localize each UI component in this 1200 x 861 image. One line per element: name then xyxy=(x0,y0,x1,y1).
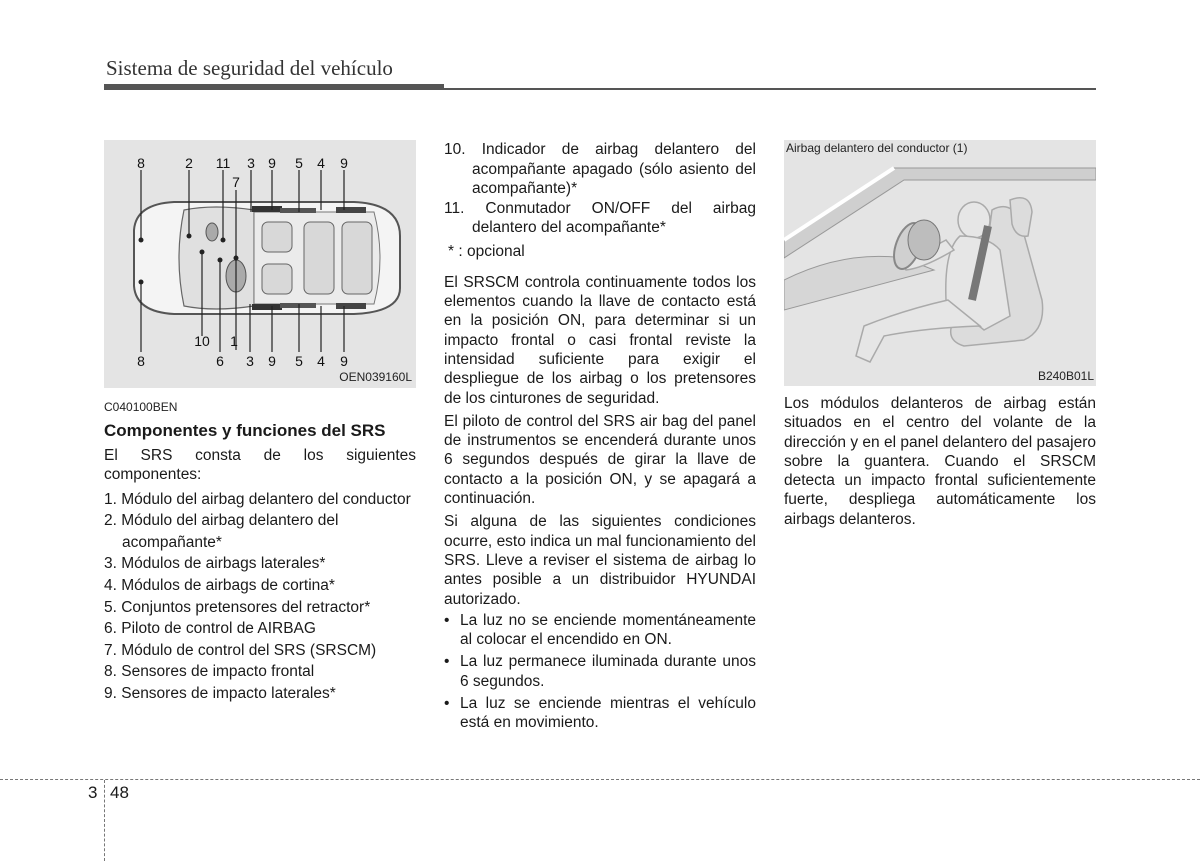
footer-vertical-divider xyxy=(104,780,105,861)
srs-components-figure xyxy=(104,140,416,388)
figure-code: B240B01L xyxy=(1037,369,1094,383)
conditions-paragraph: Si alguna de las siguientes condiciones ocurre, esto indica un mal funcionamiento del SRS. Lleve a reviser el sistema de airbag lo antes posible a un distribuidor HYUNDAI autorizado. xyxy=(444,513,756,608)
list-item: • La luz no se enciende momentáneamente al colocar el encendido en ON. xyxy=(444,611,756,649)
list-item: 3. Módulos de airbags laterales* xyxy=(104,555,326,573)
modules-paragraph: Los módulos delanteros de airbag están situados en el centro del volante de la dirección y en el panel delantero del pasajero sobre la guantera. Cuando el SRSCM detecta un impacto frontal suficientemente fuerte, despliega automáticamente los airbags delanteros. xyxy=(784,395,1096,528)
callout-label: 8 xyxy=(137,353,145,369)
callout-label: 4 xyxy=(317,155,325,171)
reference-code: C040100BEN xyxy=(104,400,178,414)
components-list-continued xyxy=(444,140,756,238)
column-right xyxy=(784,140,1096,529)
callout-label: 1 xyxy=(230,333,238,349)
list-item: 10. Indicador de airbag delantero del acompañante apagado (sólo asiento del acompañante)* xyxy=(444,141,756,197)
footer-divider xyxy=(0,779,1200,780)
car-top-view-diagram xyxy=(104,140,416,388)
figure-title: Airbag delantero del conductor (1) xyxy=(786,141,968,155)
driver-airbag-figure xyxy=(784,140,1096,386)
callout-label: 5 xyxy=(295,155,303,171)
header-rule-thin xyxy=(444,88,1096,90)
list-item: 8. Sensores de impacto frontal xyxy=(104,663,315,681)
list-item: • La luz se enciende mientras el vehículo está en movimiento. xyxy=(444,695,756,732)
callout-label: 10 xyxy=(194,333,210,349)
callout-label: 3 xyxy=(247,155,255,171)
column-middle xyxy=(444,140,756,736)
callout-label: 11 xyxy=(215,155,231,171)
pilot-paragraph: El piloto de control del SRS air bag del panel de instrumentos se encenderá durante unos 6 segundos después de girar la llave de contacto a la posición ON, y se apagará a continuación. xyxy=(444,412,756,508)
callout-label: 9 xyxy=(268,353,276,369)
callout-label: 9 xyxy=(268,155,276,171)
column-left xyxy=(104,140,416,705)
page-number: 48 xyxy=(110,783,129,802)
callout-label: 5 xyxy=(295,353,303,369)
page-header-title: Sistema de seguridad del vehículo xyxy=(106,56,393,80)
srscm-paragraph: El SRSCM controla continuamente todos los elementos cuando la llave de contacto está en la posición ON, para determinar si un impacto frontal o casi frontal reviste la intensidad suficiente para exigir el despliegue de los airbag o los pretensores de los cinturones de seguridad. xyxy=(444,273,756,407)
list-item: 9. Sensores de impacto laterales* xyxy=(104,684,336,702)
list-item: 4. Módulos de airbags de cortina* xyxy=(104,576,335,594)
callout-label: 7 xyxy=(232,174,240,190)
driver-airbag-illustration xyxy=(784,140,1096,386)
callout-label: 8 xyxy=(137,155,145,171)
list-item: 11. Conmutador ON/OFF del airbag delantero del acompañante* xyxy=(444,199,756,236)
callout-label: 9 xyxy=(340,353,348,369)
callout-label: 4 xyxy=(317,353,325,369)
header-rule xyxy=(104,84,444,90)
section-title: Componentes y funciones del SRS xyxy=(104,421,386,440)
figure-code: OEN039160L xyxy=(339,370,412,384)
chapter-number: 3 xyxy=(88,783,98,802)
callout-label: 3 xyxy=(246,353,254,369)
callout-label: 6 xyxy=(216,353,224,369)
malfunction-list xyxy=(444,611,756,733)
list-item: 2. Módulo del airbag delantero del acompañante* xyxy=(104,512,339,551)
list-item: 7. Módulo de control del SRS (SRSCM) xyxy=(104,641,377,659)
list-item: 1. Módulo del airbag delantero del conductor xyxy=(104,490,411,508)
list-item: • La luz permanece iluminada durante unos 6 segundos. xyxy=(444,653,756,690)
list-item: 6. Piloto de control de AIRBAG xyxy=(104,620,316,638)
intro-paragraph: El SRS consta de los siguientes componentes: xyxy=(104,447,416,484)
optional-note: * : opcional xyxy=(448,242,525,260)
callout-label: 2 xyxy=(185,155,193,171)
list-item: 5. Conjuntos pretensores del retractor* xyxy=(104,598,371,616)
components-list xyxy=(104,489,416,705)
callout-label: 9 xyxy=(340,155,348,171)
